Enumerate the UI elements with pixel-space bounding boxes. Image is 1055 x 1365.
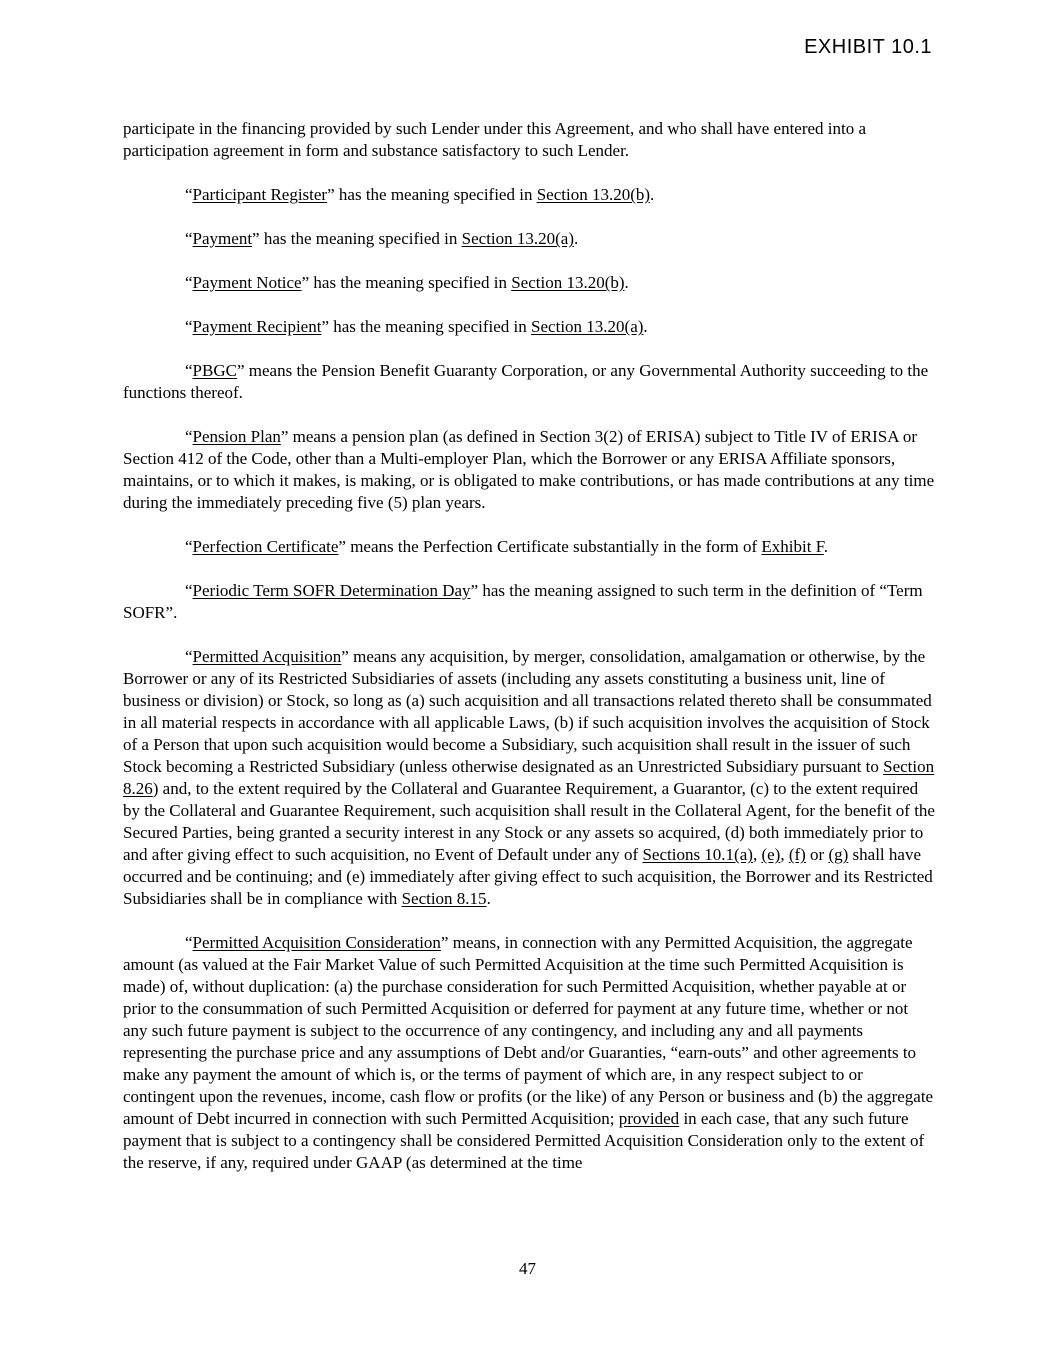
underlined-term: Participant Register	[192, 185, 328, 204]
document-body	[123, 118, 935, 1196]
text-run: ” has the meaning specified in	[321, 317, 532, 336]
underlined-term: Section 13.20(a)	[531, 317, 644, 336]
definition-payment-notice	[123, 272, 935, 294]
underlined-term: Section 13.20(b)	[511, 273, 625, 292]
text-run: .	[823, 537, 829, 556]
text-run: ” means, in connection with any Permitted Acquisition, the aggregate amount (as valued at the Fair Market Value of such Permitted Acquisition at the time such Permitted Acquisition is made) of, without duplication: (a) the purchase consideration for such Permitted Acquisition, whether payable at or prior to the consummation of such Permitted Acquisition or deferred for payment at any future time, whether or not any such future payment is subject to the occurrence of any contingency, and including any and all payments representing the purchase price and any assumptions of Debt and/or Guaranties, “earn-outs” and other agreements to make any payment the amount of which is, or the terms of payment of which are, in any respect subject to or contingent upon the revenues, income, cash flow or profits (or the like) of any Person or business and (b) the aggregate amount of Debt incurred in connection with such Permitted Acquisition;	[123, 933, 934, 1128]
text-run: .	[643, 317, 648, 336]
definition-permitted-acquisition	[123, 646, 935, 910]
underlined-term: Payment	[192, 229, 253, 248]
underlined-term: Section 8.26	[123, 757, 935, 798]
underlined-term: (g)	[828, 845, 849, 864]
text-run: ” means any acquisition, by merger, consolidation, amalgamation or otherwise, by the Borrower or any of its Restricted Subsidiaries of assets (including any assets constituting a business unit, line of business or division) or Stock, so long as (a) such acquisition and all transactions related thereto shall be consummated in all material respects in accordance with all applicable Laws, (b) if such acquisition involves the acquisition of Stock of a Person that upon such acquisition would become a Subsidiary, such acquisition shall result in the issuer of such Stock becoming a Restricted Subsidiary (unless otherwise designated as an Unrestricted Subsidiary pursuant to	[123, 647, 932, 776]
text-run: .	[650, 185, 655, 204]
text-run: ” has the meaning specified in	[252, 229, 462, 248]
text-run: “	[185, 647, 193, 666]
definition-periodic-term-sofr-determination-day	[123, 580, 935, 624]
definition-pension-plan	[123, 426, 935, 514]
text-run: .	[486, 889, 491, 908]
underlined-term: Periodic Term SOFR Determination Day	[192, 581, 471, 600]
text-run: “	[185, 581, 193, 600]
text-run: ,	[780, 845, 789, 864]
definition-participant-register	[123, 184, 935, 206]
exhibit-header: EXHIBIT 10.1	[804, 36, 932, 58]
text-run: shall have occurred and be continuing; and (e) immediately after giving effect to such acquisition, the Borrower and its Restricted Subsidiaries shall be in compliance with	[123, 845, 933, 908]
text-run: “	[185, 537, 193, 556]
text-run: .	[574, 229, 579, 248]
definition-payment	[123, 228, 935, 250]
underlined-term: Permitted Acquisition Consideration	[192, 933, 441, 952]
text-run: participate in the financing provided by such Lender under this Agreement, and who shall have entered into a participation agreement in form and substance satisfactory to such Lender.	[123, 119, 867, 160]
text-run: “	[185, 427, 193, 446]
text-run: ) and, to the extent required by the Collateral and Guarantee Requirement, a Guarantor, (c) to the extent required by the Collateral and Guarantee Requirement, such acquisition shall result in the Collateral Agent, for the benefit of the Secured Parties, being granted a security interest in any Stock or any assets so acquired, (d) both immediately prior to and after giving effect to such acquisition, no Event of Default under any of	[123, 779, 935, 864]
text-run: or	[805, 845, 829, 864]
text-run: “	[185, 361, 193, 380]
text-run: ” means the Pension Benefit Guaranty Corporation, or any Governmental Authority succeeding to the functions thereof.	[123, 361, 929, 402]
text-run: ” means a pension plan (as defined in Section 3(2) of ERISA) subject to Title IV of ERISA or Section 412 of the Code, other than a Multi-employer Plan, which the Borrower or any ERISA Affiliate sponsors, maintains, or to which it makes, is making, or is obligated to make contributions, or has made contributions at any time during the immediately preceding five (5) plan years.	[123, 427, 935, 512]
underlined-term: Sections 10.1(a)	[642, 845, 753, 864]
text-run: “	[185, 273, 193, 292]
underlined-term: Permitted Acquisition	[192, 647, 342, 666]
underlined-term: (f)	[788, 845, 806, 864]
text-run: ” has the meaning specified in	[301, 273, 512, 292]
text-run: ” has the meaning assigned to such term in the definition of “Term SOFR”.	[123, 581, 923, 622]
underlined-term: Perfection Certificate	[192, 537, 339, 556]
page-number: 47	[519, 1259, 536, 1278]
text-run: “	[185, 185, 193, 204]
definition-permitted-acquisition-consideration	[123, 932, 935, 1174]
text-run: “	[185, 933, 193, 952]
text-run: ” has the meaning specified in	[327, 185, 537, 204]
underlined-term: Section 13.20(a)	[461, 229, 575, 248]
underlined-term: Section 8.15	[401, 889, 487, 908]
text-run: “	[185, 229, 193, 248]
definition-payment-recipient	[123, 316, 935, 338]
text-run: ” means the Perfection Certificate substantially in the form of	[338, 537, 762, 556]
underlined-term: PBGC	[192, 361, 237, 380]
underlined-term: Pension Plan	[192, 427, 281, 446]
definition-perfection-certificate	[123, 536, 935, 558]
text-run: in each case, that any such future payment that is subject to a contingency shall be considered Permitted Acquisition Consideration only to the extent of the reserve, if any, required under GAAP (as determined at the time	[123, 1109, 925, 1172]
definition-pbgc	[123, 360, 935, 404]
underlined-term: Payment Recipient	[192, 317, 322, 336]
text-run: “	[185, 317, 193, 336]
text-run: .	[624, 273, 629, 292]
underlined-term: Payment Notice	[192, 273, 302, 292]
underlined-term: Section 13.20(b)	[536, 185, 651, 204]
underlined-term: Exhibit F	[761, 537, 824, 556]
continuation-paragraph	[123, 118, 935, 162]
underlined-term: provided	[618, 1109, 680, 1128]
underlined-term: (e)	[761, 845, 781, 864]
text-run: ,	[752, 845, 762, 864]
